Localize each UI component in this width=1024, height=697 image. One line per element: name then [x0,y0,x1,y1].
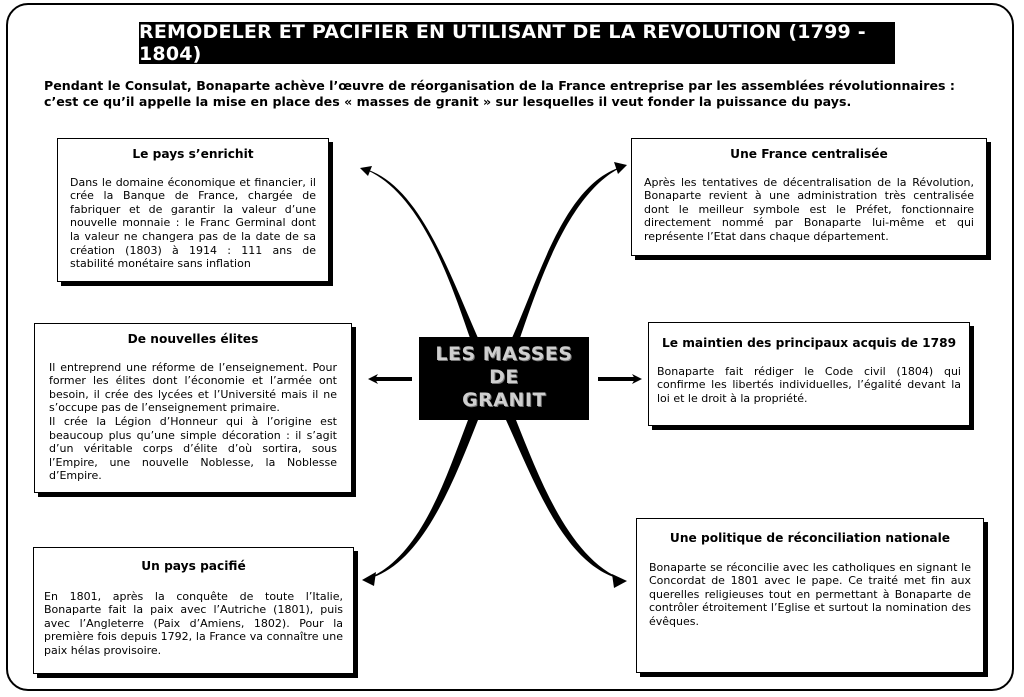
connector-reconciliation [506,420,624,580]
box-maintien-title: Le maintien des principaux acquis de 1789 [661,336,957,350]
box-centralisee-title: Une France centralisée [730,147,888,161]
connector-pacifie [364,420,478,580]
box-enrichit-text: Dans le domaine économique et financier, il crée la Banque de France, chargée de fabriquer et de garantir la valeur d’une nouvelle monnaie : le Franc Germinal dont la valeur ne changera pas de la date de sa création (1803) à 1914 : 111 ans de stabilité monétaire sans inflation [70,175,316,271]
center-line-2: DE [489,366,519,388]
intro-paragraph: Pendant le Consulat, Bonaparte achève l’œuvre de réorganisation de la France entreprise par les assemblées révolutionnaires : c’est ce qu’il appelle la mise en place des « masses de granit » sur lesquelles il veut fonder la puissance du pays. [44,78,955,109]
center-node [419,337,589,420]
center-line-3: GRANIT [462,389,546,411]
box-centralisee [631,138,987,256]
box-centralisee-text: Après les tentatives de décentralisation de la Révolution, Bonaparte revient à une administration très centralisée dont le meilleur symbole est le Préfet, fonctionnaire directement nommé par Bonaparte lui-même et qui représente l’Etat dans chaque département. [644,175,974,243]
box-elites [34,323,352,493]
box-elites-text-2: Il crée la Légion d’Honneur qui à l’origine est beaucoup plus qu’une simple décoration : il s’agit d’un véritable corps d’élite d’où sortira, sous l’Empire, une nouvelle Noblesse, la Noblesse d’Empire. [49,414,337,483]
connector-enrichit [362,168,478,338]
box-elites-title: De nouvelles élites [127,332,259,346]
box-pacifie-text: En 1801, après la conquête de toute l’Italie, Bonaparte fait la paix avec l’Autriche (1801), puis avec l’Angleterre (Paix d’Amiens, 1802). Pour la première fois depuis 1792, la France va connaître une paix hélas provisoire. [44,589,343,657]
box-enrichit-title: Le pays s’enrichit [132,147,254,161]
center-line-1: LES MASSES [435,343,573,365]
box-reconciliation-title: Une politique de réconciliation nationale [669,531,951,545]
box-elites-text-1: Il entreprend une réforme de l’enseignement. Pour former les élites dont l’économie et l’armée ont besoin, il crée des lycées et l’Université mais il ne s’occupe pas de l’enseignement primaire. [49,360,337,415]
box-maintien-text: Bonaparte fait rédiger le Code civil (1804) qui confirme les libertés individuelles, l’égalité devant la loi et le droit à la propriété. [657,364,961,405]
box-pacifie-title: Un pays pacifié [141,559,246,573]
page-title-text: REMODELER ET PACIFIER EN UTILISANT DE LA REVOLUTION (1799 - 1804) [139,21,866,65]
box-reconciliation-text: Bonaparte se réconcilie avec les catholiques en signant le Concordat de 1801 avec le pape. Ce traité met fin aux querelles religieuses tout en permettant à Bonaparte de contrôler étroitement l’Eglise et surtout la nomination des évêques. [649,560,971,628]
box-reconciliation [636,518,984,673]
connector-centralisee [512,166,624,338]
box-pacifie [33,547,354,674]
box-enrichit [57,138,329,282]
box-maintien [648,322,970,426]
